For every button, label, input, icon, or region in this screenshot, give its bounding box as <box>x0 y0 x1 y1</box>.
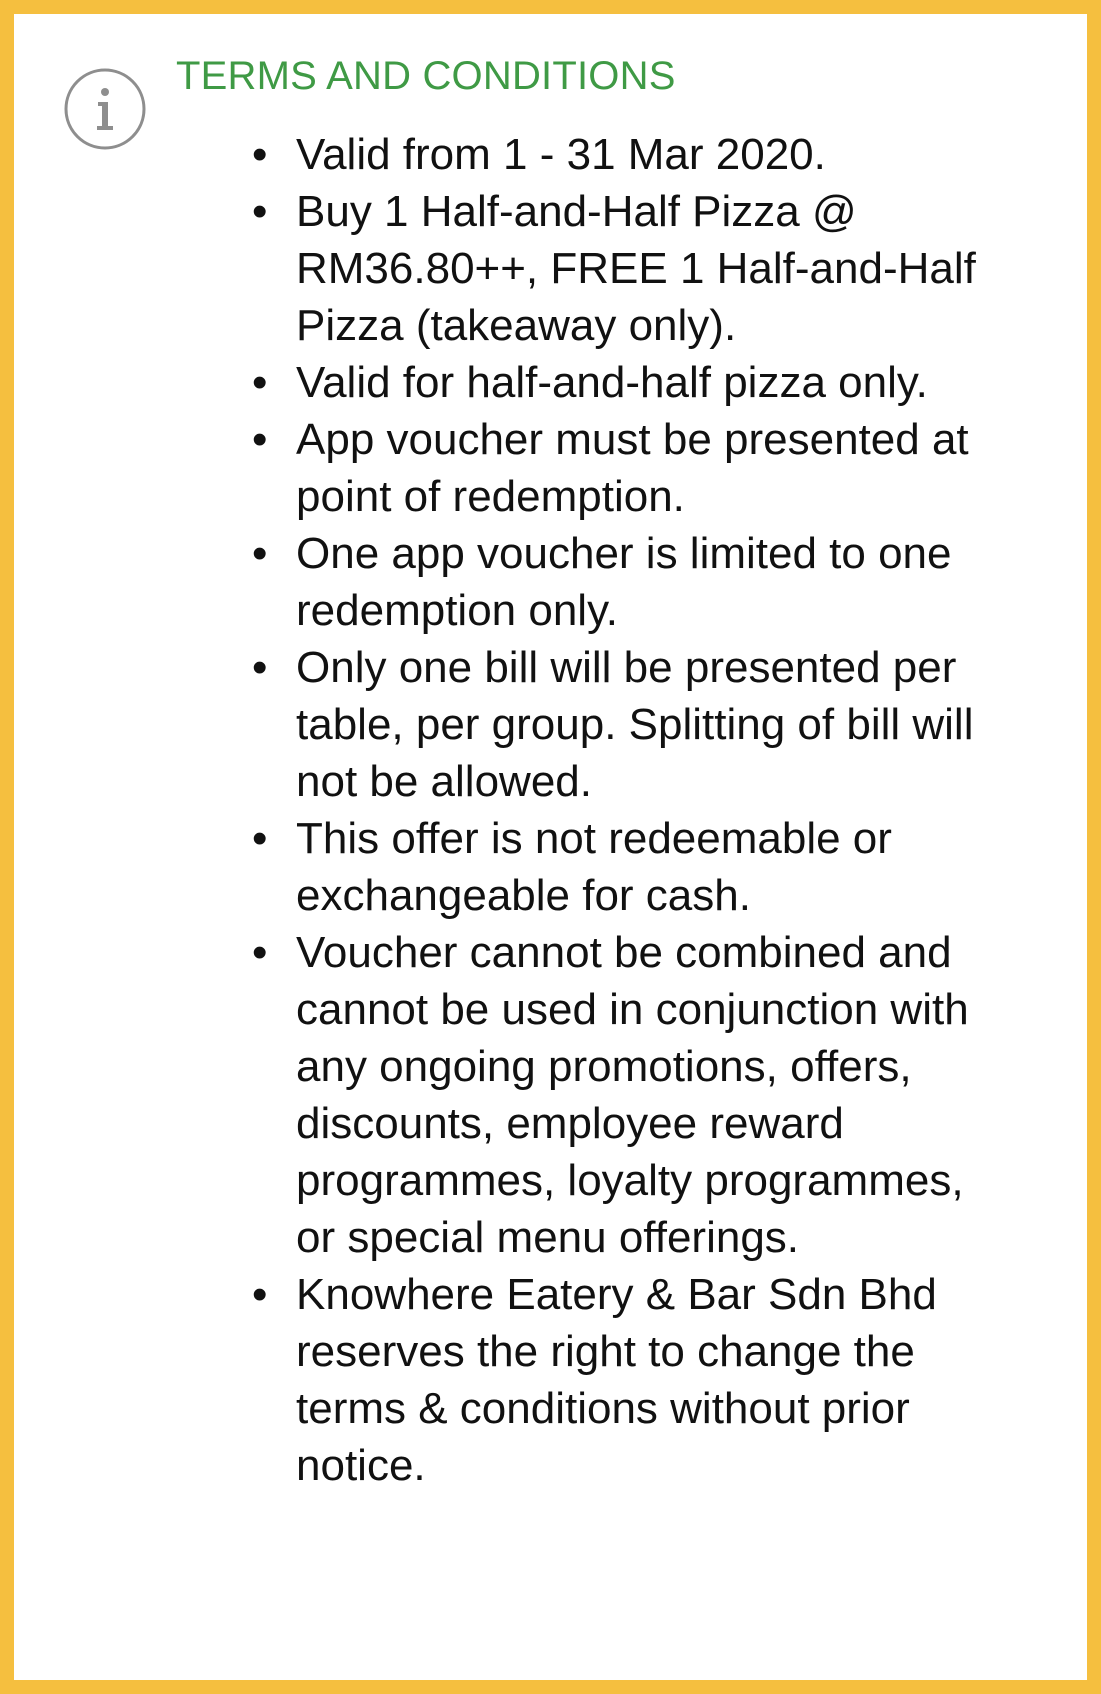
terms-card <box>14 14 1087 1680</box>
list-item <box>252 126 996 183</box>
list-item <box>252 639 996 810</box>
term-text: Valid from 1 - 31 Mar 2020. <box>296 130 826 179</box>
term-text: Only one bill will be presented per table, per group. Splitting of bill will not be allowed. <box>296 643 974 806</box>
list-item <box>252 411 996 525</box>
bullet-icon: • <box>252 643 268 692</box>
list-item <box>252 810 996 924</box>
bullet-icon: • <box>252 130 268 179</box>
bullet-icon: • <box>252 529 268 578</box>
term-text: Buy 1 Half-and-Half Pizza @ RM36.80++, FREE 1 Half-and-Half Pizza (takeaway only). <box>296 187 976 350</box>
terms-list <box>252 126 996 1494</box>
list-item <box>252 1266 996 1494</box>
term-text: Valid for half-and-half pizza only. <box>296 358 928 407</box>
list-item <box>252 183 996 354</box>
terms-heading: TERMS AND CONDITIONS <box>176 54 676 98</box>
info-icon <box>60 64 150 154</box>
term-text: One app voucher is limited to one redemption only. <box>296 529 952 635</box>
bullet-icon: • <box>252 814 268 863</box>
bullet-icon: • <box>252 358 268 407</box>
list-item <box>252 924 996 1266</box>
bullet-icon: • <box>252 415 268 464</box>
list-item <box>252 354 996 411</box>
bullet-icon: • <box>252 187 268 236</box>
term-text: Voucher cannot be combined and cannot be used in conjunction with any ongoing promotions, offers, discounts, employee reward programmes, loyalty programmes, or special menu offerings. <box>296 928 969 1262</box>
list-item <box>252 525 996 639</box>
term-text: This offer is not redeemable or exchangeable for cash. <box>296 814 892 920</box>
term-text: Knowhere Eatery & Bar Sdn Bhd reserves the right to change the terms & conditions without prior notice. <box>296 1270 937 1490</box>
term-text: App voucher must be presented at point of redemption. <box>296 415 969 521</box>
bullet-icon: • <box>252 928 268 977</box>
bullet-icon: • <box>252 1270 268 1319</box>
